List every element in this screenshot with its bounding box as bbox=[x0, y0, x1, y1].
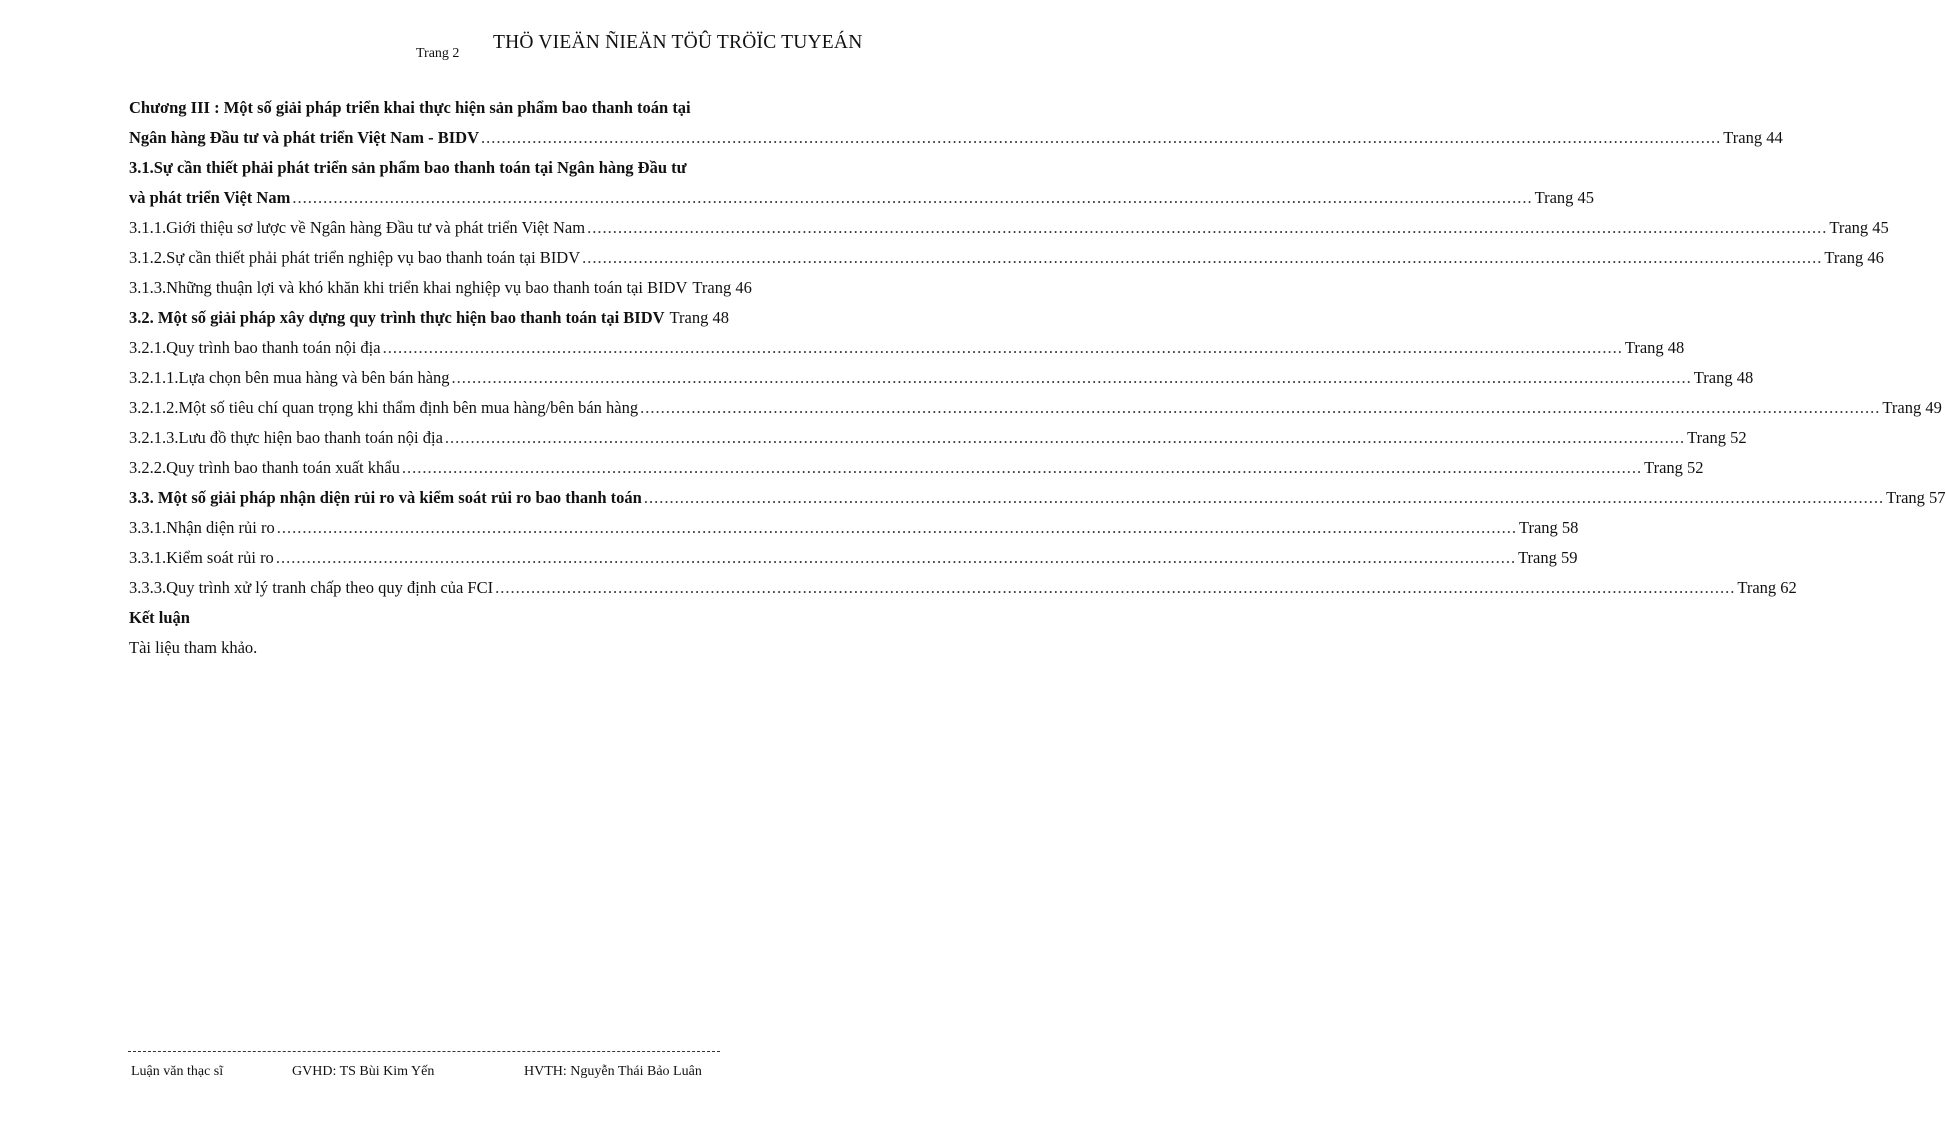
toc-leader-dots bbox=[644, 483, 1884, 513]
toc-entry bbox=[129, 303, 809, 333]
toc-entry-title: 3.1.Sự cần thiết phải phát triển sản phẩm bao thanh toán tại Ngân hàng Đầu tư bbox=[129, 158, 687, 177]
toc-entry bbox=[129, 603, 809, 633]
toc-entry-page: Trang 58 bbox=[1518, 518, 1579, 537]
toc-entry-title: 3.2.1.3.Lưu đồ thực hiện bao thanh toán nội địa bbox=[129, 428, 443, 447]
toc-leader-dots bbox=[452, 363, 1692, 393]
toc-entry-page: Trang 44 bbox=[1723, 128, 1783, 147]
toc-entry-title: 3.2. Một số giải pháp xây dựng quy trình thực hiện bao thanh toán tại BIDV bbox=[129, 308, 665, 327]
toc-entry-page: Trang 52 bbox=[1644, 458, 1704, 477]
toc-entry-title: và phát triển Việt Nam bbox=[129, 188, 291, 207]
toc-entry-title: 3.2.1.Quy trình bao thanh toán nội địa bbox=[129, 338, 381, 357]
page-footer bbox=[131, 1064, 721, 1082]
toc-entry-title: Kết luận bbox=[129, 608, 190, 627]
toc-entry-title: 3.3.1.Kiểm soát rủi ro bbox=[129, 548, 274, 567]
toc-entry-page: Trang 59 bbox=[1518, 548, 1578, 567]
toc-entry-page: Trang 48 bbox=[1693, 368, 1754, 387]
toc-entry bbox=[129, 363, 1754, 393]
toc-entry bbox=[129, 483, 1946, 513]
watermark-header: THÖ VIEÄN ÑIEÄN TÖÛ TRÖÏC TUYEÁN bbox=[493, 32, 863, 53]
toc-entry-title: 3.3. Một số giải pháp nhận diện rủi ro và kiểm soát rủi ro bao thanh toán bbox=[129, 488, 642, 507]
toc-leader-dots bbox=[402, 453, 1642, 483]
toc-entry-title: Chương III : Một số giải pháp triển khai thực hiện sản phẩm bao thanh toán tại bbox=[129, 98, 691, 117]
toc-leader-dots bbox=[582, 243, 1822, 273]
toc-entry-page: Trang 45 bbox=[1534, 188, 1595, 207]
toc-entry-page: Trang 62 bbox=[1737, 578, 1797, 597]
toc-entry-title: 3.2.1.1.Lựa chọn bên mua hàng và bên bán hàng bbox=[129, 368, 450, 387]
toc-entry bbox=[129, 393, 1942, 423]
footer-advisor: GVHD: TS Bùi Kim Yến bbox=[292, 1064, 435, 1079]
toc-leader-dots bbox=[277, 513, 1517, 543]
toc-leader-dots bbox=[587, 213, 1827, 243]
toc-entry bbox=[129, 543, 1578, 573]
toc-entry bbox=[129, 573, 1797, 603]
table-of-contents bbox=[129, 93, 1946, 663]
toc-entry bbox=[129, 213, 1889, 243]
toc-entry-title: 3.3.1.Nhận diện rủi ro bbox=[129, 518, 275, 537]
toc-entry bbox=[129, 633, 809, 663]
toc-entry bbox=[129, 93, 809, 123]
toc-leader-dots bbox=[640, 393, 1880, 423]
toc-entry bbox=[129, 153, 809, 183]
page-number: Trang 2 bbox=[416, 46, 460, 61]
toc-entry-page: Trang 57 bbox=[1886, 488, 1946, 507]
toc-entry-page: Trang 52 bbox=[1687, 428, 1747, 447]
toc-entry-title: 3.3.3.Quy trình xử lý tranh chấp theo quy định của FCI bbox=[129, 578, 494, 597]
toc-entry-page: Trang 45 bbox=[1829, 218, 1889, 237]
toc-entry-page: Trang 49 bbox=[1882, 398, 1942, 417]
toc-entry-page: Trang 46 bbox=[692, 278, 752, 297]
toc-entry-page: Trang 48 bbox=[1624, 338, 1685, 357]
toc-entry bbox=[129, 423, 1747, 453]
toc-entry bbox=[129, 333, 1685, 363]
toc-leader-dots bbox=[292, 183, 1532, 213]
toc-entry bbox=[129, 123, 1783, 153]
toc-entry-title: 3.1.1.Giới thiệu sơ lược về Ngân hàng Đầu tư và phát triển Việt Nam bbox=[129, 218, 586, 237]
toc-leader-dots bbox=[383, 333, 1623, 363]
toc-entry-title: 3.2.2.Quy trình bao thanh toán xuất khẩu bbox=[129, 458, 400, 477]
toc-entry bbox=[129, 273, 809, 303]
footer-thesis-type: Luận văn thạc sĩ bbox=[131, 1064, 224, 1079]
footer-author: HVTH: Nguyễn Thái Bảo Luân bbox=[524, 1064, 702, 1079]
footer-divider bbox=[128, 1051, 720, 1052]
toc-leader-dots bbox=[276, 543, 1516, 573]
toc-entry-title: 3.1.2.Sự cần thiết phải phát triển nghiệp vụ bao thanh toán tại BIDV bbox=[129, 248, 581, 267]
toc-entry-page: Trang 48 bbox=[669, 308, 729, 327]
toc-entry-page: Trang 46 bbox=[1824, 248, 1884, 267]
toc-entry-title: Tài liệu tham khảo. bbox=[129, 638, 258, 657]
toc-leader-dots bbox=[495, 573, 1735, 603]
toc-leader-dots bbox=[481, 123, 1721, 153]
toc-entry bbox=[129, 453, 1704, 483]
toc-entry bbox=[129, 183, 1595, 213]
toc-entry-title: 3.1.3.Những thuận lợi và khó khăn khi triển khai nghiệp vụ bao thanh toán tại BIDV bbox=[129, 278, 688, 297]
toc-leader-dots bbox=[445, 423, 1685, 453]
toc-entry bbox=[129, 243, 1884, 273]
toc-entry-title: 3.2.1.2.Một số tiêu chí quan trọng khi thẩm định bên mua hàng/bên bán hàng bbox=[129, 398, 639, 417]
toc-entry-title: Ngân hàng Đầu tư và phát triển Việt Nam - BIDV bbox=[129, 128, 480, 147]
toc-entry bbox=[129, 513, 1579, 543]
